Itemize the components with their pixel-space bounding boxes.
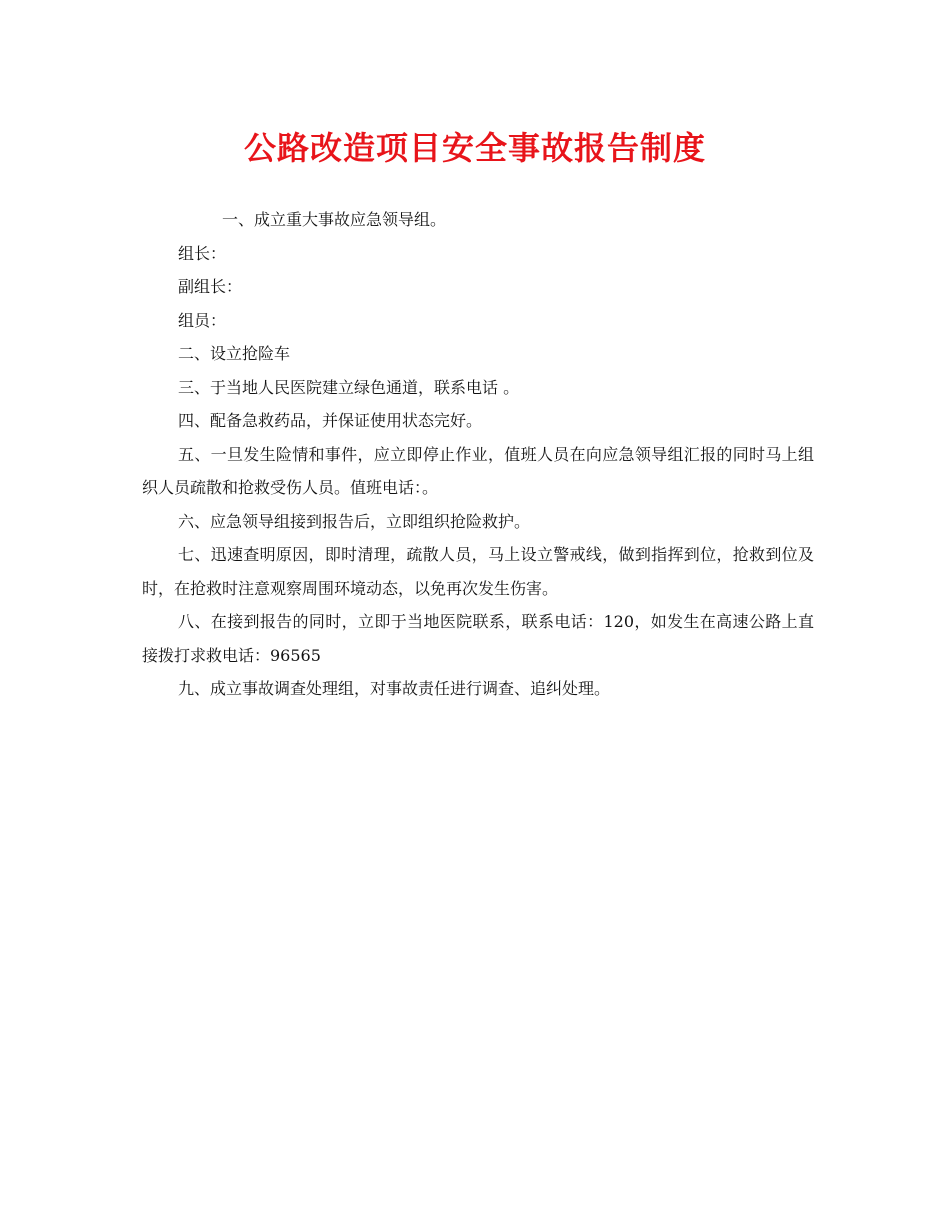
paragraph-4: 组员： (178, 310, 227, 330)
paragraph-6: 三、于当地人民医院建立绿色通道，联系电话 。 (178, 377, 520, 397)
paragraph-11: 八、在接到报告的同时，立即于当地医院联系，联系电话：120，如发生在高速公路上直接拨打求救电话：96565 (142, 612, 814, 665)
paragraph-7: 四、配备急救药品，并保证使用状态完好。 (178, 411, 483, 430)
paragraph-3: 副组长： (178, 277, 243, 296)
paragraph-2: 组长： (178, 243, 227, 263)
paragraph-12: 九、成立事故调查处理组，对事故责任进行调查、追纠处理。 (178, 679, 611, 698)
document-body (142, 203, 814, 706)
paragraph-5: 二、设立抢险车 (178, 344, 291, 363)
paragraph-8: 五、一旦发生险情和事件，应立即停止作业，值班人员在向应急领导组汇报的同时马上组织人员疏散和抢救受伤人员。值班电话：。 (142, 444, 814, 497)
paragraph-1: 一、成立重大事故应急领导组。 (222, 210, 447, 229)
document-title: 公路改造项目安全事故报告制度 (243, 129, 706, 167)
paragraph-9: 六、应急领导组接到报告后，立即组织抢险救护。 (178, 511, 531, 531)
paragraph-10: 七、迅速查明原因，即时清理，疏散人员，马上设立警戒线，做到指挥到位，抢救到位及时，在抢救时注意观察周围环境动态，以免再次发生伤害。 (142, 545, 814, 598)
